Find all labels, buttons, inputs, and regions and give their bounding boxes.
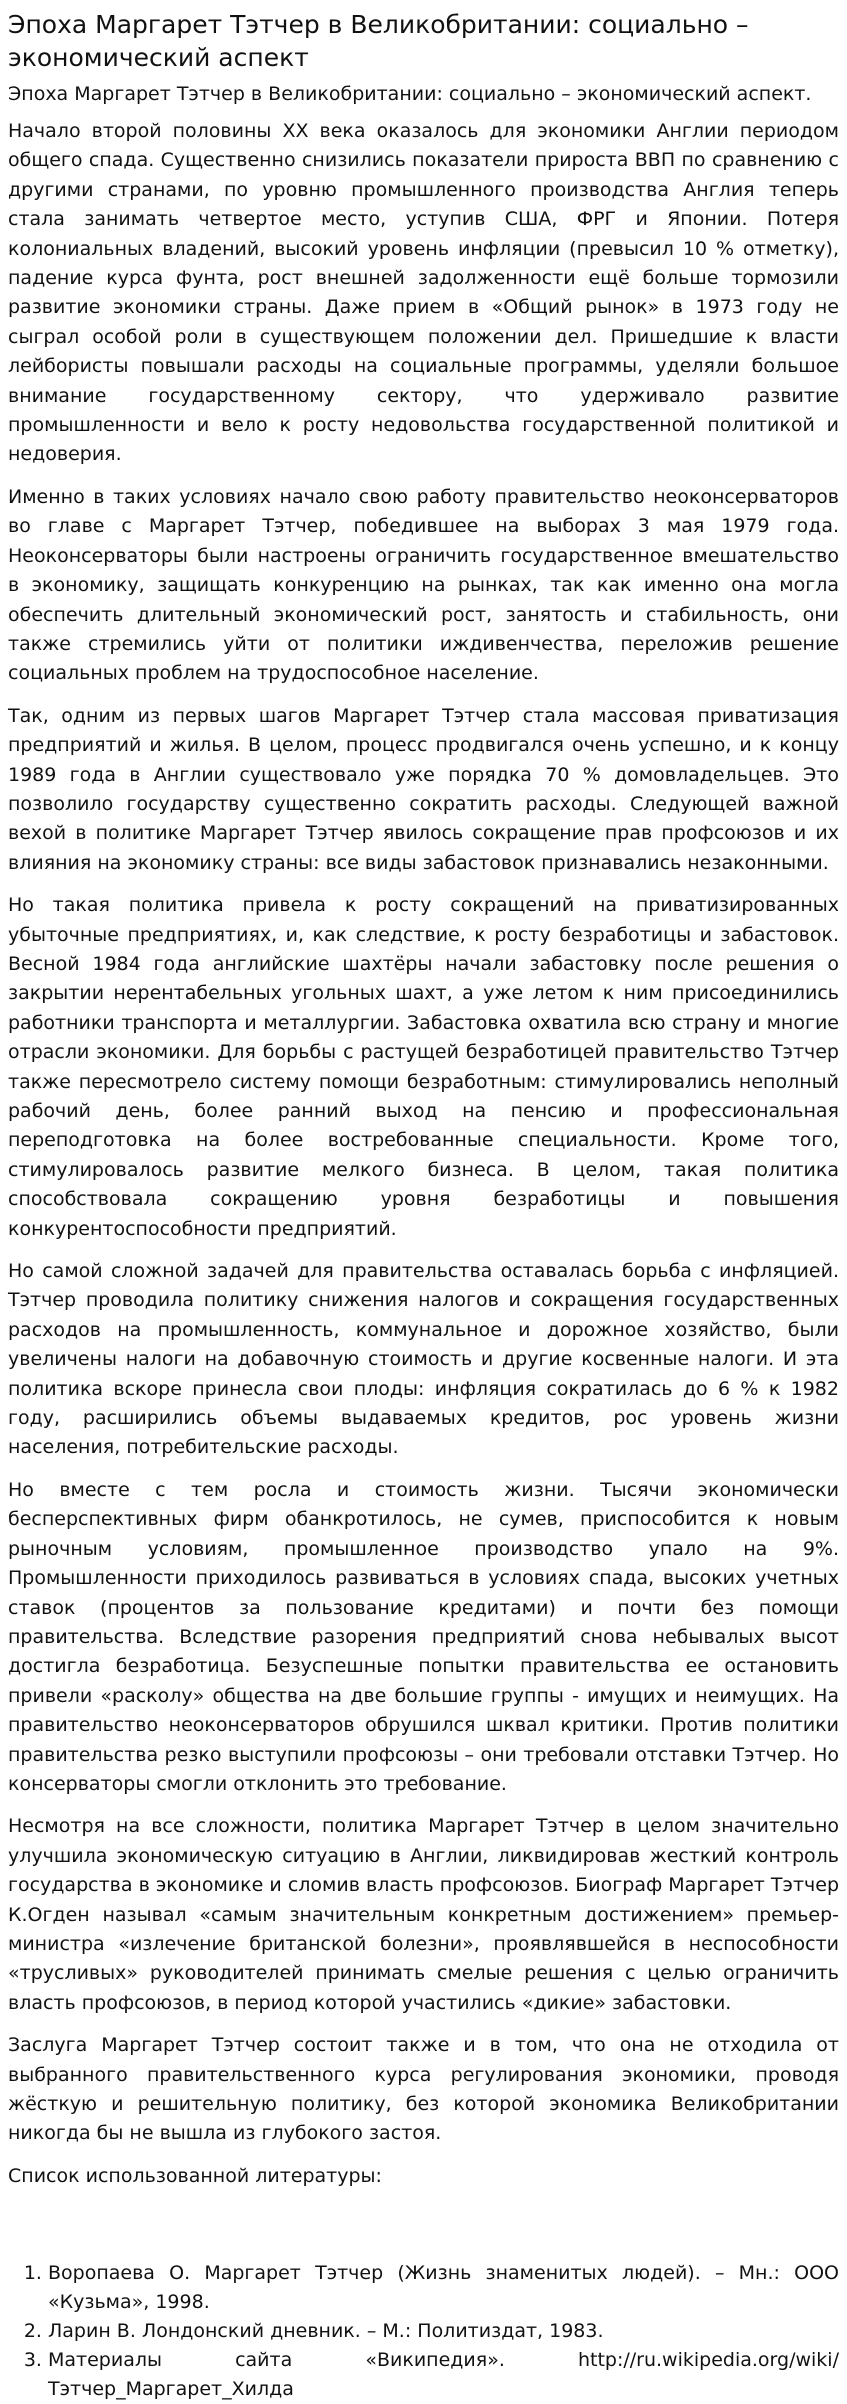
reference-item-3: 3. Материалы сайта «Википедия». http://ru.wikipedia.org/wiki/Тэтчер_Маргарет_Хилда [48,2346,839,2404]
paragraph-3: Так, одним из первых шагов Маргарет Тэтчер стала массовая приватизация предприятий и жилья. В целом, процесс продвигался очень успешно, и к концу 1989 года в Англии существовало уже порядка 70 % домовладельцев. Это позволило государству существенно сократить расходы. Следующей важной вехой в политике Маргарет Тэтчер явилось сокращение прав профсоюзов и их влияния на экономику страны: все виды забастовок признавались незаконными. [8,704,839,874]
paragraph-2: Именно в таких условиях начало свою работу правительство неоконсерваторов во главе с Маргарет Тэтчер, победившее на выборах 3 мая 1979 года. Неоконсерваторы были настроены ограничить государственное вмешательство в экономику, защищать конкуренцию на рынках, так как именно она могла обеспечить длительный экономический рост, занятость и стабильность, они также стремились уйти от политики иждивенчества, переложив решение социальных проблем на трудоспособное население. [8,485,839,685]
references-list [8,2259,839,2404]
paragraph-8: Заслуга Маргарет Тэтчер состоит также и в том, что она не отходила от выбранного правительственного курса регулирования экономики, проводя жёсткую и решительную политику, без которой экономика Великобритании никогда бы не вышла из глубокого застоя. [8,2034,839,2145]
reference-item-2: 2. Ларин В. Лондонский дневник. – М.: Политиздат, 1983. [48,2317,839,2346]
paragraph-5: Но самой сложной задачей для правительства оставалась борьба с инфляцией. Тэтчер проводила политику снижения налогов и сокращения государственных расходов на промышленность, коммунальное и дорожное хозяйство, были увеличены налоги на добавочную стоимость и другие косвенные налоги. И эта политика вскоре принесла свои плоды: инфляция сократилась до 6 % к 1982 году, расширились объемы выдаваемых кредитов, рос уровень жизни населения, потребительские расходы. [8,1260,839,1459]
paragraph-1: Начало второй половины XX века оказалось для экономики Англии периодом общего спада. Существенно снизились показатели прироста ВВП по сравнению с другими странами, по уровню промышленного производства Англия теперь стала занимать четвертое место, уступив США, ФРГ и Японии. Потеря колониальных владений, высокий уровень инфляции (превысил 10 % отметку), падение курса фунта, рост внешней задолженности ещё больше тормозили развитие экономики страны. Даже прием в «Общий рынок» в 1973 году не сыграл особой роли в существующем положении дел. Пришедшие к власти лейбористы повышали расходы на социальные программы, уделяли большое внимание государственному сектору, что удерживало развитие промышленности и вело к росту недовольства государственной политикой и недоверия. [8,120,839,466]
reference-item-1: 1. Воропаева О. Маргарет Тэтчер (Жизнь знаменитых людей). – Мн.: ООО «Кузьма», 1998. [48,2259,839,2317]
article-title: Эпоха Маргарет Тэтчер в Великобритании: социально – экономический аспект [8,10,749,72]
references-title: Список использованной литературы: [8,2164,382,2187]
paragraph-7: Несмотря на все сложности, политика Маргарет Тэтчер в целом значительно улучшила экономическую ситуацию в Англии, ликвидировав жесткий контроль государства в экономике и сломив власть профсоюзов. Биограф Маргарет Тэтчер К.Огден называл «самым значительным конкретным достижением» премьер-министра «излечение британской болезни», проявлявшейся в неспособности «трусливых» руководителей принимать смелые решения с целью ограничить власть профсоюзов, в период которой участились «дикие» забастовки. [8,1815,839,2014]
article-lead: Эпоха Маргарет Тэтчер в Великобритании: социально – экономический аспект. [8,83,812,105]
paragraph-4: Но такая политика привела к росту сокращений на приватизированных убыточные предприятиях, и, как следствие, к росту безработицы и забастовок. Весной 1984 года английские шахтёры начали забастовку после решения о закрытии нерентабельных угольных шахт, а уже летом к ним присоединились работники транспорта и металлургии. Забастовка охватила всю страну и многие отрасли экономики. Для борьбы с растущей безработицей правительство Тэтчер также пересмотрело систему помощи безработным: стимулировались неполный рабочий день, более ранний выход на пенсию и профессиональная переподготовка на более востребованные специальности. Кроме того, стимулировалось развитие мелкого бизнеса. В целом, такая политика способствовала сокращению уровня безработицы и повышения конкурентоспособности предприятий. [8,894,839,1240]
paragraph-6: Но вместе с тем росла и стоимость жизни. Тысячи экономически бесперспективных фирм обанкротилось, не сумев, приспособится к новым рыночным условиям, промышленное производство упало на 9%. Промышленности приходилось развиваться в условиях спада, высоких учетных ставок (процентов за пользование кредитами) и почти без помощи правительства. Вследствие разорения предприятий снова небывалых высот достигла безработица. Безуспешные попытки правительства ее остановить привели «расколу» общества на две большие группы - имущих и неимущих. На правительство неоконсерваторов обрушился шквал критики. Против политики правительства резко выступили профсоюзы – они требовали отставки Тэтчер. Но консерваторы смогли отклонить это требование. [8,1478,839,1795]
